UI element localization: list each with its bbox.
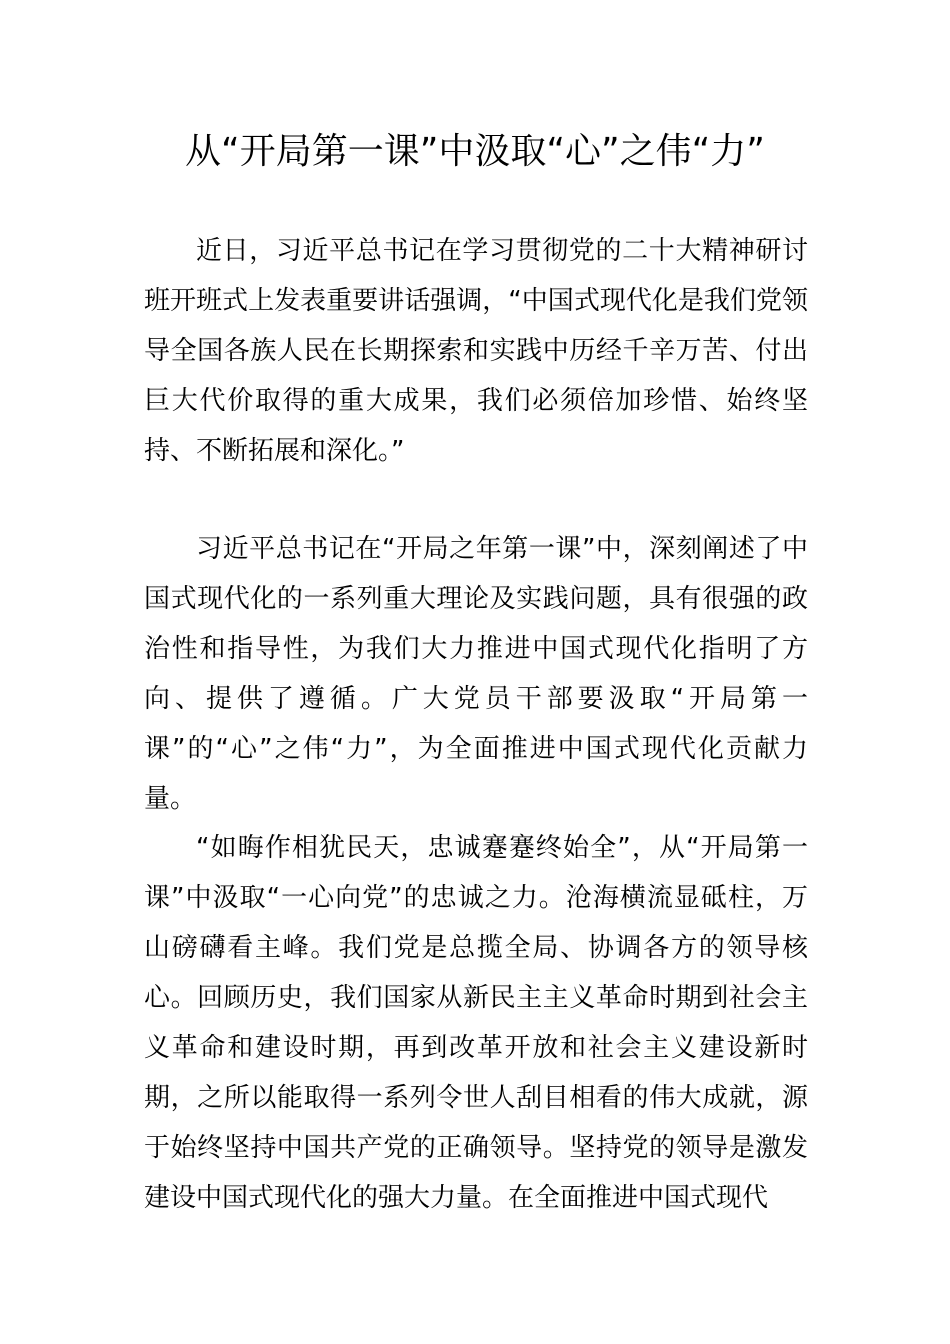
paragraph-3: “如晦作相犹民天，忠诚蹇蹇终始全”，从“开局第一课”中汲取“一心向党”的忠诚之力。沧海横流显砥柱，万山磅礴看主峰。我们党是总揽全局、协调各方的领导核心。回顾历史，我们国家从新民主主义革命时期到社会主义革命和建设时期，再到改革开放和社会主义建设新时期，之所以能取得一系列令世人刮目相看的伟大成就，源于始终坚持中国共产党的正确领导。坚持党的领导是激发建设中国式现代化的强大力量。在全面推进中国式现代 xyxy=(144,833,808,1213)
paragraph-2: 习近平总书记在“开局之年第一课”中，深刻阐述了中国式现代化的一系列重大理论及实践问题，具有很强的政治性和指导性，为我们大力推进中国式现代化指明了方向、提供了遵循。广大党员干部要汲取“开局第一课”的“心”之伟“力”，为全面推进中国式现代化贡献力量。 xyxy=(144,534,808,814)
paragraph-1: 近日，习近平总书记在学习贯彻党的二十大精神研讨班开班式上发表重要讲话强调，“中国式现代化是我们党领导全国各族人民在长期探索和实践中历经千辛万苦、付出巨大代价取得的重大成果，我们必须倍加珍惜、始终坚持、不断拓展和深化。” xyxy=(144,236,808,466)
document-title: 从“开局第一课”中汲取“心”之伟“力” xyxy=(185,131,765,172)
